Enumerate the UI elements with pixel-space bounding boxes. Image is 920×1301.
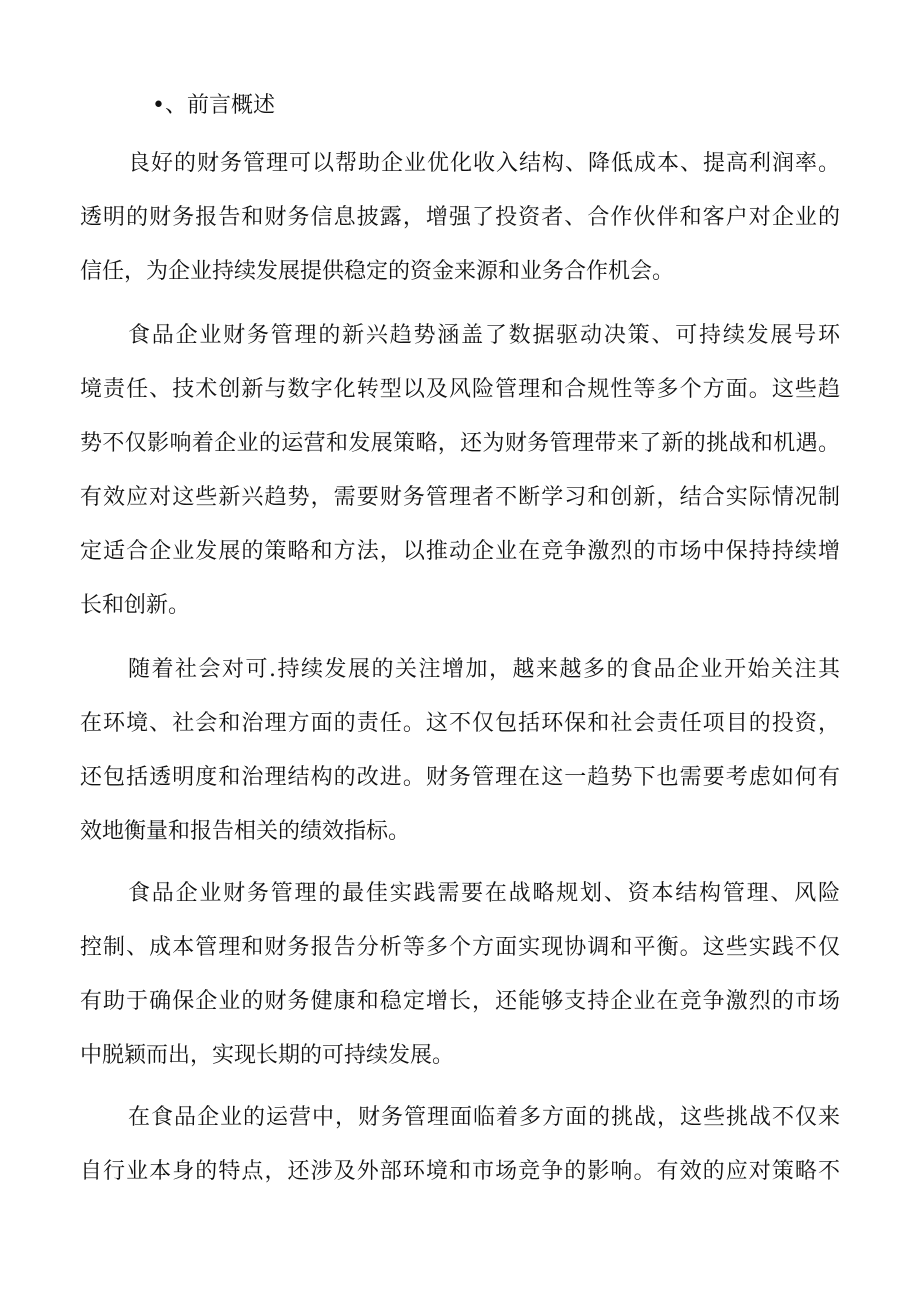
paragraph-line: 自行业本身的特点，还涉及外部环境和市场竞争的影响。有效的应对策略不 — [80, 1159, 840, 1184]
paragraph-line: 定适合企业发展的策略和方法，以推动企业在竞争激烈的市场中保持持续增 — [80, 539, 840, 564]
paragraph-line: 控制、成本管理和财务报告分析等多个方面实现协调和平衡。这些实践不仅 — [80, 935, 840, 960]
paragraph-line: 还包括透明度和治理结构的改进。财务管理在这一趋势下也需要考虑如何有 — [80, 765, 840, 790]
paragraph-line: 食品企业财务管理的最佳实践需要在战略规划、资本结构管理、风险 — [128, 881, 840, 906]
paragraph-line: 中脱颖而出，实现长期的可持续发展。 — [80, 1043, 455, 1068]
paragraph-line: 透明的财务报告和财务信息披露，增强了投资者、合作伙伴和客户对企业的 — [80, 205, 840, 230]
paragraph-line: 信任，为企业持续发展提供稳定的资金来源和业务合作机会。 — [80, 259, 675, 284]
paragraph-line: 有效应对这些新兴趋势，需要财务管理者不断学习和创新，结合实际情况制 — [80, 485, 840, 510]
section-heading: •、前言概述 — [152, 93, 275, 118]
paragraph-line: 势不仅影响着企业的运营和发展策略，还为财务管理带来了新的挑战和机遇。 — [80, 431, 840, 456]
paragraph-line: 在环境、社会和治理方面的责任。这不仅包括环保和社会责任项目的投资， — [80, 711, 840, 736]
paragraph-line: 随着社会对可.持续发展的关注增加，越来越多的食品企业开始关注其 — [128, 657, 840, 682]
paragraph-line: 有助于确保企业的财务健康和稳定增长，还能够支持企业在竞争激烈的市场 — [80, 989, 840, 1014]
paragraph-line: 效地衡量和报告相关的绩效指标。 — [80, 819, 411, 844]
paragraph-line: 良好的财务管理可以帮助企业优化收入结构、降低成本、提高利润率。 — [128, 151, 840, 176]
paragraph-line: 食品企业财务管理的新兴趋势涵盖了数据驱动决策、可持续发展号环 — [128, 323, 840, 348]
paragraph-line: 长和创新。 — [80, 593, 191, 618]
paragraph-line: 在食品企业的运营中，财务管理面临着多方面的挑战，这些挑战不仅来 — [128, 1105, 840, 1130]
paragraph-line: 境责任、技术创新与数字化转型以及风险管理和合规性等多个方面。这些趋 — [80, 377, 840, 402]
